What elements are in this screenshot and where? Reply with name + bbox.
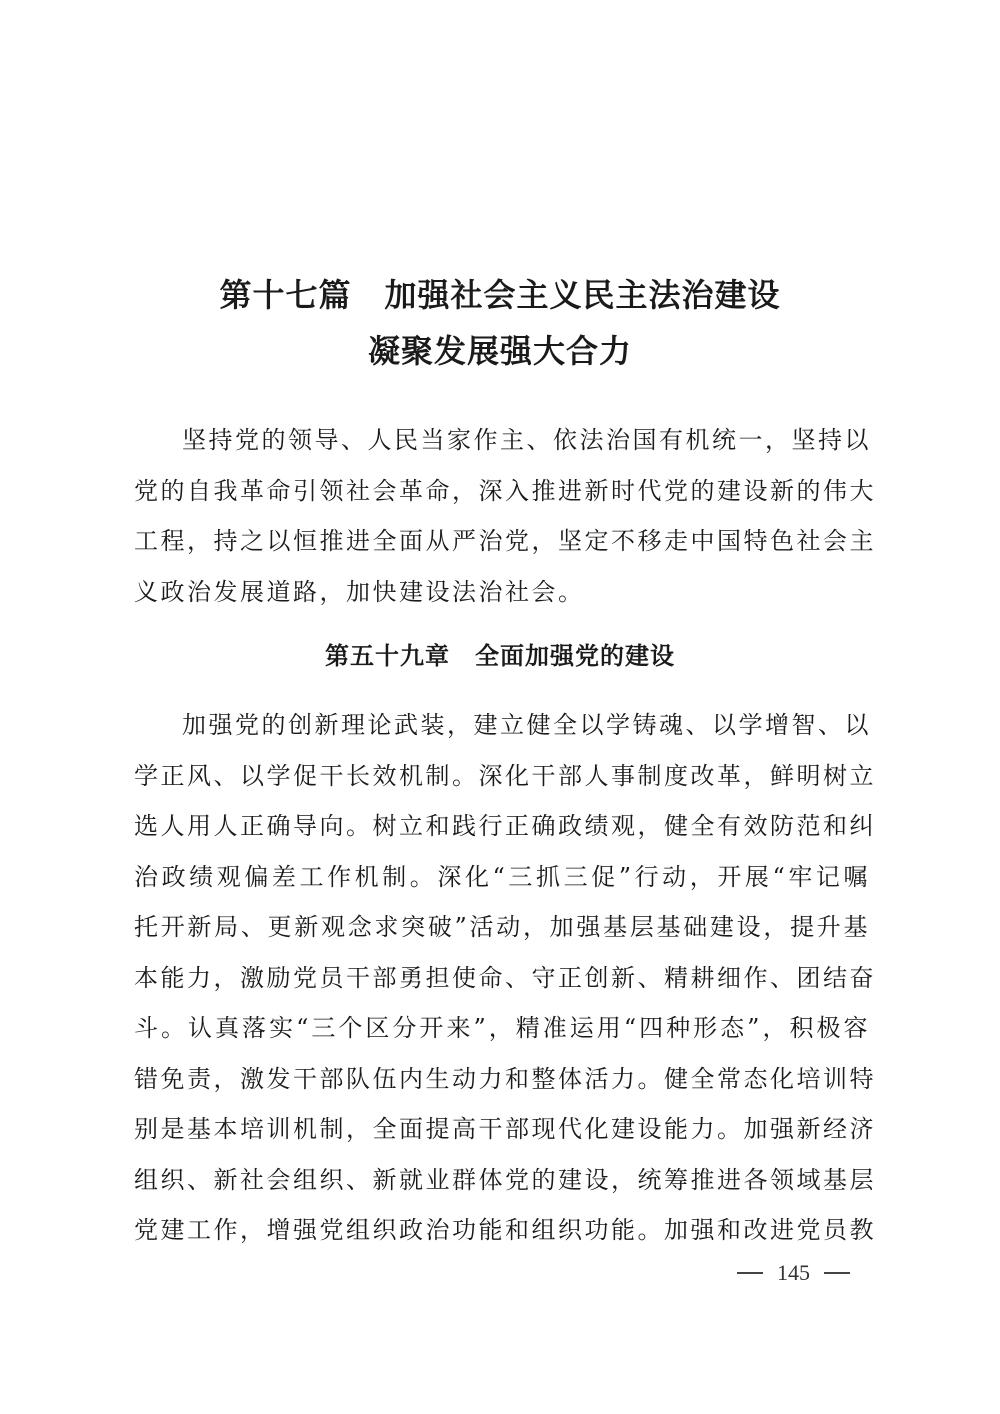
chapter-line-9: 别是基本培训机制，全面提高干部现代化建设能力。加强新经济 (134, 1115, 876, 1143)
intro-line-4: 义政治发展道路，加快建设法治社会。 (134, 577, 585, 606)
chapter-line-10: 组织、新社会组织、新就业群体党的建设，统筹推进各领域基层 (134, 1165, 876, 1194)
chapter-line-8: 错免责，激发干部队伍内生动力和整体活力。健全常态化培训特 (134, 1064, 876, 1093)
part-title-line-2: 凝聚发展强大合力 (367, 332, 632, 370)
page-number-value: 145 (777, 1260, 810, 1285)
chapter-line-4: 治政绩观偏差工作机制。深化“三抓三促”行动，开展“牢记嘱 (134, 862, 870, 891)
page-number-right-dash (824, 1272, 850, 1274)
chapter-line-2: 学正风、以学促干长效机制。深化干部人事制度改革，鲜明树立 (134, 761, 876, 790)
intro-line-1: 坚持党的领导、人民当家作主、依法治国有机统一，坚持以 (182, 426, 871, 454)
page-number (737, 1260, 850, 1286)
chapter-title: 第五十九章 全面加强党的建设 (325, 642, 675, 670)
chapter-line-1: 加强党的创新理论武装，建立健全以学铸魂、以学增智、以 (182, 711, 871, 739)
intro-paragraph (134, 415, 876, 617)
page-number-left-dash (737, 1272, 763, 1274)
chapter-line-3: 选人用人正确导向。树立和践行正确政绩观，健全有效防范和纠 (134, 812, 876, 840)
part-title-line-1: 第十七篇 加强社会主义民主法治建设 (219, 276, 781, 314)
chapter-line-7: 斗。认真落实“三个区分开来”，精准运用“四种形态”，积极容 (134, 1014, 870, 1042)
chapter-line-6: 本能力，激励党员干部勇担使命、守正创新、精耕细作、团结奋 (134, 963, 876, 992)
chapter-paragraph (134, 700, 876, 1256)
chapter-line-11: 党建工作，增强党组织政治功能和组织功能。加强和改进党员教 (134, 1216, 876, 1244)
intro-line-2: 党的自我革命引领社会革命，深入推进新时代党的建设新的伟大 (134, 476, 876, 505)
chapter-line-5: 托开新局、更新观念求突破”活动，加强基层基础建设，提升基 (134, 913, 870, 941)
intro-line-3: 工程，持之以恒推进全面从严治党，坚定不移走中国特色社会主 (134, 527, 876, 555)
